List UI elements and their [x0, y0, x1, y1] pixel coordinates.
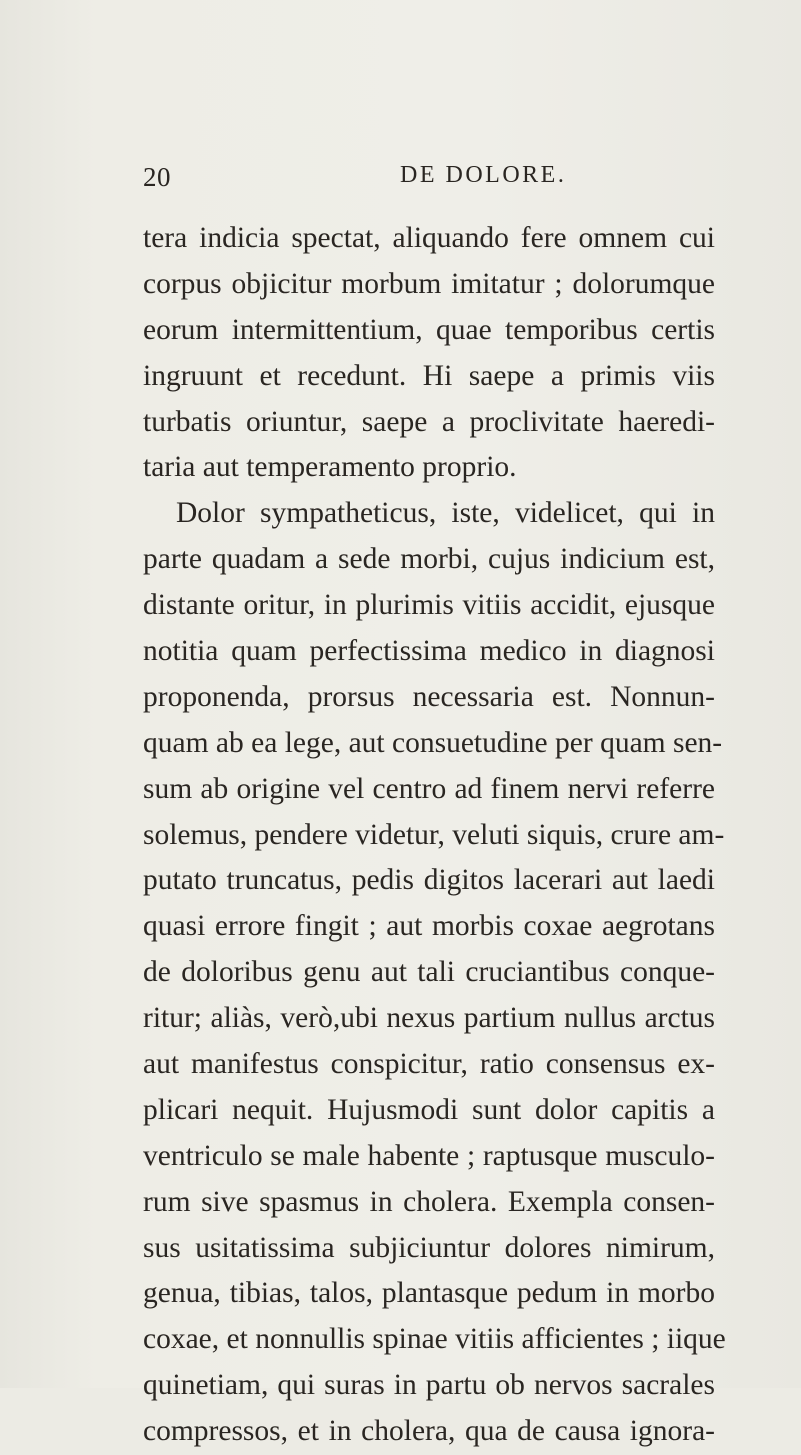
text-line: tera indicia spectat, aliquando fere omnem cui — [143, 222, 715, 254]
text-line: plicari nequit. Hujusmodi sunt dolor capitis a — [143, 1093, 715, 1126]
text-line: aut manifestus conspicitur, ratio consensus ex- — [143, 1048, 715, 1081]
text-line: distante oritur, in plurimis vitiis accidit, ejusque — [143, 589, 715, 622]
text-line: notitia quam perfectissima medico in diagnosi — [143, 635, 715, 668]
text-line: ventriculo se male habente ; raptusque musculo- — [143, 1139, 715, 1172]
text-line: genua, tibias, talos, plantasque pedum in morbo — [143, 1277, 715, 1310]
text-line: solemus, pendere videtur, veluti siquis, crure am- — [143, 818, 725, 851]
text-line: putato truncatus, pedis digitos lacerari aut laedi — [143, 864, 715, 897]
text-line: sum ab origine vel centro ad finem nervi referre — [143, 772, 715, 805]
text-line: taria aut temperamento proprio. — [143, 451, 517, 484]
text-line: quam ab ea lege, aut consuetudine per quam sen- — [143, 726, 723, 759]
text-line: eorum intermittentium, quae temporibus certis — [143, 313, 715, 346]
text-line: corpus objicitur morbum imitatur ; dolorumque — [143, 267, 715, 300]
running-title: DE DOLORE. — [400, 162, 567, 188]
paragraph-first-line: Dolor sympatheticus, iste, videlicet, qui in — [176, 497, 715, 530]
text-line: quinetiam, qui suras in partu ob nervos sacrales — [143, 1369, 715, 1402]
text-line: de doloribus genu aut tali cruciantibus conque- — [143, 956, 715, 989]
text-line: turbatis oriuntur, saepe a proclivitate haeredi- — [143, 405, 715, 438]
body-text — [143, 216, 726, 1455]
text-line: rum sive spasmus in cholera. Exempla consen- — [143, 1185, 715, 1218]
text-line: sus usitatissima subjiciuntur dolores nimirum, — [143, 1231, 715, 1264]
text-line: ingruunt et recedunt. Hi saepe a primis viis — [143, 359, 715, 392]
text-line: compressos, et in cholera, qua de causa ignora- — [143, 1415, 715, 1448]
running-head — [0, 162, 801, 202]
text-line: coxae, et nonnullis spinae vitiis afficientes ; iique — [143, 1323, 726, 1356]
text-line: parte quadam a sede morbi, cujus indicium est, — [143, 543, 715, 576]
text-line: ritur; aliàs, verò,ubi nexus partium nullus arctus — [143, 1002, 715, 1035]
page-number: 20 — [143, 162, 171, 192]
text-line: quasi errore fingit ; aut morbis coxae aegrotans — [143, 910, 715, 943]
text-line: proponenda, prorsus necessaria est. Nonnun- — [143, 680, 715, 713]
